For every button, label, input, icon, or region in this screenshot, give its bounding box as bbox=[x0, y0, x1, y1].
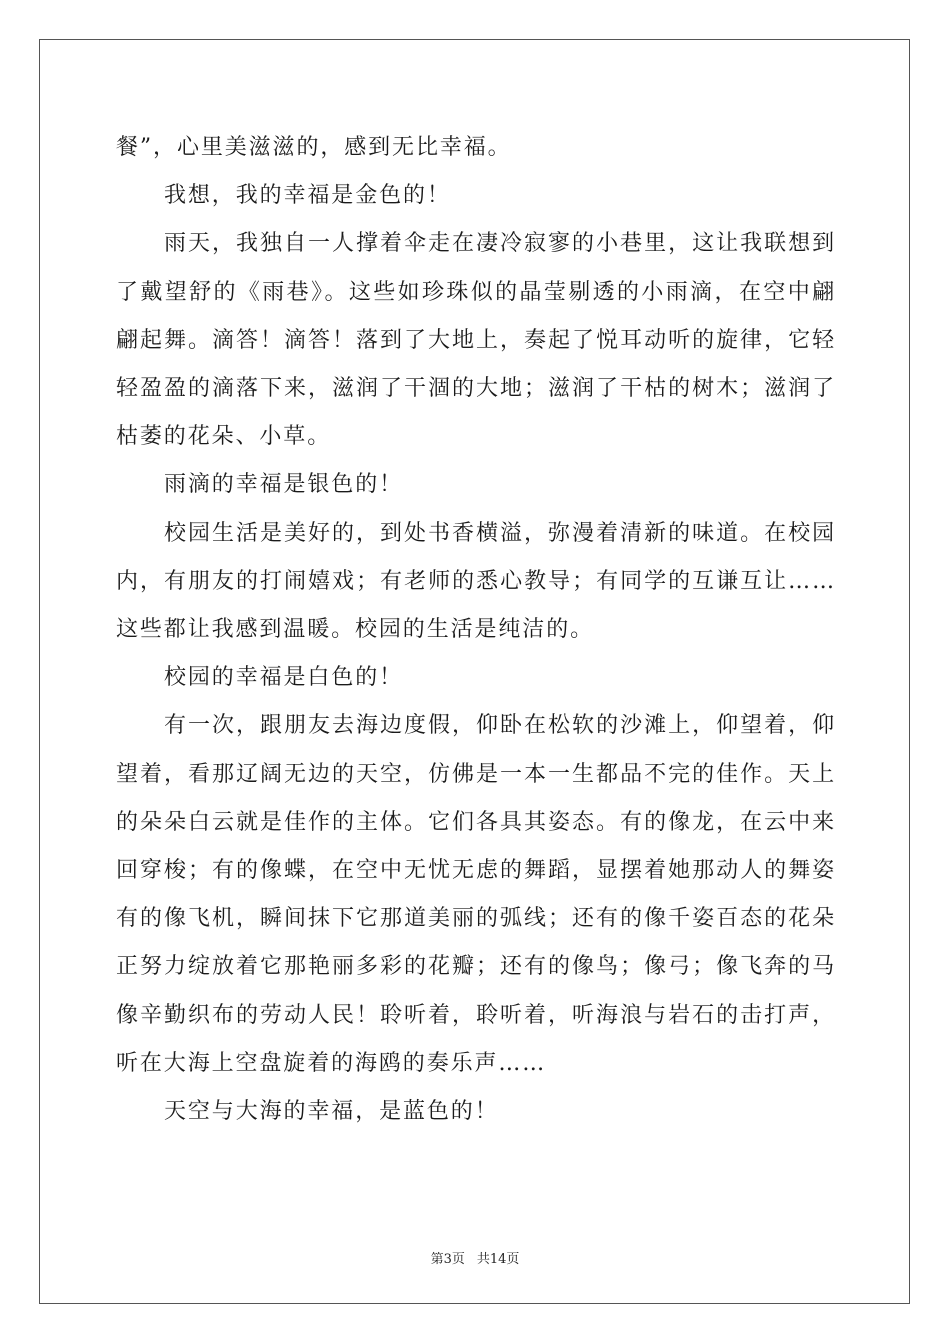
document-body bbox=[116, 124, 836, 1136]
paragraph-6: 校园的幸福是白色的！ bbox=[164, 665, 404, 691]
page-total: 共14页 bbox=[476, 1252, 520, 1267]
page-number: 第3页 bbox=[430, 1252, 465, 1267]
paragraph-5: 校园生活是美好的，到处书香横溢，弥漫着清新的味道。在校园内，有朋友的打闹嬉戏；有老师的悉心教导；有同学的互谦互让……这些都让我感到温暖。校园的生活是纯洁的。 bbox=[116, 520, 836, 643]
paragraph-8: 天空与大海的幸福，是蓝色的！ bbox=[164, 1099, 499, 1125]
page-footer bbox=[0, 1248, 950, 1267]
paragraph-3: 雨天，我独自一人撑着伞走在凄冷寂寥的小巷里，这让我联想到了戴望舒的《雨巷》。这些如珍珠似的晶莹剔透的小雨滴，在空中翩翩起舞。滴答！滴答！落到了大地上，奏起了悦耳动听的旋律，它轻轻盈盈的滴落下来，滋润了干涸的大地；滋润了干枯的树木；滋润了枯萎的花朵、小草。 bbox=[116, 231, 836, 450]
paragraph-7: 有一次，跟朋友去海边度假，仰卧在松软的沙滩上，仰望着，仰望着，看那辽阔无边的天空，仿佛是一本一生都品不完的佳作。天上的朵朵白云就是佳作的主体。它们各具其姿态。有的像龙，在云中来回穿梭；有的像蝶，在空中无忧无虑的舞蹈，显摆着她那动人的舞姿有的像飞机，瞬间抹下它那道美丽的弧线；还有的像千姿百态的花朵正努力绽放着它那艳丽多彩的花瓣；还有的像鸟；像弓；像飞奔的马像辛勤织布的劳动人民！聆听着，聆听着，听海浪与岩石的击打声，听在大海上空盘旋着的海鸥的奏乐声…… bbox=[116, 713, 836, 1076]
paragraph-2: 我想，我的幸福是金色的！ bbox=[164, 183, 451, 209]
paragraph-1: 餐”，心里美滋滋的，感到无比幸福。 bbox=[116, 135, 512, 160]
paragraph-4: 雨滴的幸福是银色的！ bbox=[164, 472, 404, 498]
